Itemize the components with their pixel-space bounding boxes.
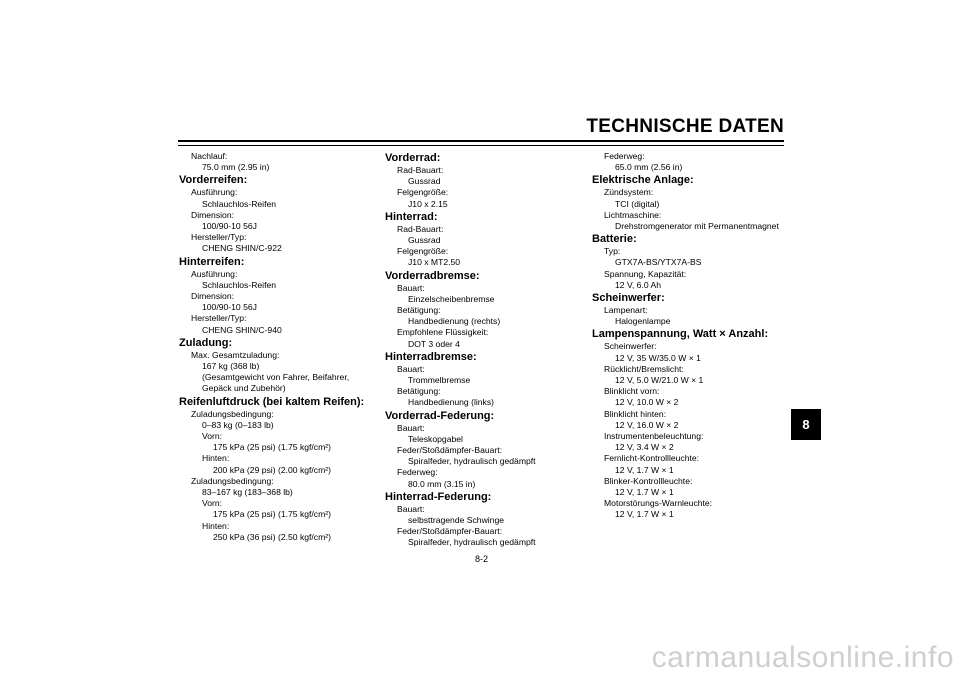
- spec-value: Vorn:: [202, 498, 223, 509]
- spec-value: 65.0 mm (2.56 in): [615, 162, 683, 173]
- spec-heading: Vorderrad:: [385, 152, 441, 164]
- spec-label: Empfohlene Flüssigkeit:: [397, 327, 489, 338]
- spec-label: Felgengröße:: [397, 246, 449, 257]
- spec-label: Typ:: [604, 246, 621, 257]
- spec-label: Blinklicht hinten:: [604, 408, 667, 419]
- spec-value: Schlauchlos-Reifen: [202, 198, 277, 209]
- spec-value: 12 V, 1.7 W × 1: [615, 464, 674, 475]
- spec-value: Hinten:: [202, 453, 230, 464]
- spec-label: Fernlicht-Kontrollleuchte:: [604, 453, 700, 464]
- spec-value: CHENG SHIN/C-940: [202, 324, 282, 335]
- spec-label: Rücklicht/Bremslicht:: [604, 363, 684, 374]
- spec-column-2: [385, 151, 585, 549]
- spec-heading: Vorderreifen:: [179, 174, 248, 187]
- spec-value: Gussrad: [408, 235, 441, 246]
- spec-label: Bauart:: [397, 363, 425, 374]
- spec-value: Gepäck und Zubehör): [202, 383, 286, 394]
- spec-heading: Hinterreifen:: [179, 255, 245, 268]
- spec-value: 12 V, 10.0 W × 2: [615, 397, 679, 408]
- spec-heading: Lampenspannung, Watt × Anzahl:: [592, 328, 769, 341]
- spec-label: Lichtmaschine:: [604, 209, 662, 220]
- spec-value: TCI (digital): [615, 198, 660, 209]
- spec-label: Max. Gesamtzuladung:: [191, 349, 280, 360]
- spec-value: 12 V, 1.7 W × 1: [615, 509, 674, 520]
- spec-label: Blinklicht vorn:: [604, 386, 660, 397]
- spec-heading: Scheinwerfer:: [592, 292, 665, 305]
- spec-label: Bauart:: [397, 503, 425, 514]
- spec-heading: Batterie:: [592, 233, 637, 246]
- spec-heading: Hinterrad:: [385, 210, 438, 223]
- spec-label: Motorstörungs-Warnleuchte:: [604, 498, 713, 509]
- spec-label: Feder/Stoßdämpfer-Bauart:: [397, 526, 503, 537]
- spec-label: Hersteller/Typ:: [191, 313, 247, 324]
- spec-value: 0–83 kg (0–183 lb): [202, 419, 274, 430]
- spec-value: Halogenlampe: [615, 316, 671, 327]
- spec-label: Instrumentenbeleuchtung:: [604, 431, 704, 442]
- spec-value: Handbedienung (links): [408, 397, 494, 408]
- spec-label: Federweg:: [604, 151, 645, 161]
- header-rule: [178, 140, 784, 142]
- spec-label: Spannung, Kapazität:: [604, 268, 687, 279]
- spec-label: Lampenart:: [604, 305, 648, 316]
- spec-label: Dimension:: [191, 291, 234, 302]
- spec-value: J10 x 2.15: [408, 198, 448, 209]
- spec-label: Betätigung:: [397, 305, 441, 316]
- spec-value: GTX7A-BS/YTX7A-BS: [615, 257, 702, 268]
- spec-value: 200 kPa (29 psi) (2.00 kgf/cm²): [213, 464, 331, 475]
- spec-heading: Hinterrad-Federung:: [385, 490, 492, 503]
- spec-heading: Zuladung:: [179, 336, 233, 349]
- spec-label: Felgengröße:: [397, 187, 449, 198]
- spec-heading: Elektrische Anlage:: [592, 174, 694, 187]
- spec-value: J10 x MT2.50: [408, 257, 461, 268]
- spec-heading: Vorderrad-Federung:: [385, 409, 495, 422]
- spec-heading: Vorderradbremse:: [385, 269, 480, 282]
- spec-value: Vorn:: [202, 431, 223, 442]
- spec-value: 12 V, 3.4 W × 2: [615, 442, 674, 453]
- spec-label: Blinker-Kontrollleuchte:: [604, 475, 693, 486]
- spec-label: Feder/Stoßdämpfer-Bauart:: [397, 445, 503, 456]
- spec-column-3: [592, 151, 802, 521]
- spec-value: (Gesamtgewicht von Fahrer, Beifahrer,: [202, 372, 350, 383]
- spec-label: Bauart:: [397, 422, 425, 433]
- spec-label: Betätigung:: [397, 386, 441, 397]
- spec-label: Nachlauf:: [191, 151, 228, 161]
- spec-label: Zuladungsbedingung:: [191, 475, 274, 486]
- page-title: TECHNISCHE DATEN: [586, 116, 784, 137]
- spec-value: Trommelbremse: [408, 375, 471, 386]
- spec-value: 100/90-10 56J: [202, 302, 257, 313]
- spec-value: Spiralfeder, hydraulisch gedämpft: [408, 456, 536, 467]
- spec-value: 12 V, 35 W/35.0 W × 1: [615, 352, 701, 363]
- spec-label: Dimension:: [191, 209, 234, 220]
- spec-value: 167 kg (368 lb): [202, 361, 260, 372]
- spec-label: Zuladungsbedingung:: [191, 408, 274, 419]
- spec-value: Spiralfeder, hydraulisch gedämpft: [408, 537, 536, 548]
- spec-value: 100/90-10 56J: [202, 221, 257, 232]
- spec-label: Rad-Bauart:: [397, 223, 444, 234]
- spec-value: CHENG SHIN/C-922: [202, 243, 282, 254]
- header-rule-thin: [178, 145, 784, 146]
- spec-value: Einzelscheibenbremse: [408, 293, 495, 304]
- spec-label: Federweg:: [397, 467, 438, 478]
- spec-value: DOT 3 oder 4: [408, 338, 460, 349]
- spec-value: 80.0 mm (3.15 in): [408, 478, 476, 489]
- spec-value: Teleskopgabel: [408, 433, 463, 444]
- spec-value: 175 kPa (25 psi) (1.75 kgf/cm²): [213, 442, 331, 453]
- spec-label: Bauart:: [397, 282, 425, 293]
- watermark: carmanualsonline.info: [651, 641, 954, 674]
- spec-label: Rad-Bauart:: [397, 165, 444, 175]
- spec-value: 75.0 mm (2.95 in): [202, 162, 270, 173]
- spec-value: 175 kPa (25 psi) (1.75 kgf/cm²): [213, 509, 331, 520]
- spec-label: Zündsystem:: [604, 187, 654, 198]
- spec-value: 83–167 kg (183–368 lb): [202, 487, 293, 498]
- spec-value: Hinten:: [202, 520, 230, 531]
- spec-label: Ausführung:: [191, 187, 238, 198]
- spec-value: selbsttragende Schwinge: [408, 515, 505, 526]
- spec-value: Schlauchlos-Reifen: [202, 279, 277, 290]
- spec-label: Scheinwerfer:: [604, 341, 657, 352]
- spec-value: 250 kPa (36 psi) (2.50 kgf/cm²): [213, 531, 331, 542]
- spec-value: 12 V, 5.0 W/21.0 W × 1: [615, 375, 704, 386]
- spec-value: Gussrad: [408, 176, 441, 187]
- spec-heading: Reifenluftdruck (bei kaltem Reifen):: [179, 395, 365, 408]
- spec-label: Hersteller/Typ:: [191, 232, 247, 243]
- page-number: 8-2: [475, 554, 489, 564]
- spec-value: Drehstromgenerator mit Permanentmagnet: [615, 221, 779, 232]
- spec-heading: Hinterradbremse:: [385, 350, 477, 363]
- spec-value: 12 V, 6.0 Ah: [615, 279, 662, 290]
- spec-value: Handbedienung (rechts): [408, 316, 501, 327]
- spec-value: 12 V, 16.0 W × 2: [615, 419, 679, 430]
- spec-column-1: [179, 151, 379, 543]
- spec-value: 12 V, 1.7 W × 1: [615, 487, 674, 498]
- chapter-tab[interactable]: 8: [791, 409, 821, 440]
- spec-label: Ausführung:: [191, 268, 238, 279]
